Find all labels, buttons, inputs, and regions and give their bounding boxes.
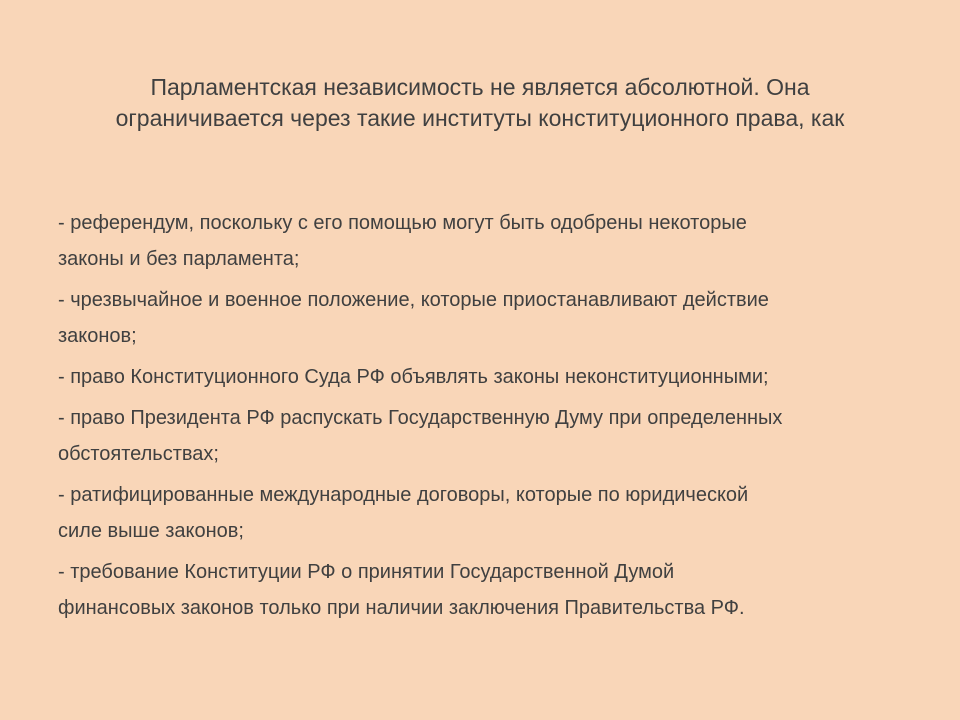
list-item-line: обстоятельствах; <box>58 443 219 465</box>
list-item <box>58 205 918 277</box>
list-item-line: - право Президента РФ распускать Государственную Думу при определенных <box>58 407 783 429</box>
list-item-line: - ратифицированные международные договоры, которые по юридической <box>58 484 749 506</box>
list-item-line: - референдум, поскольку с его помощью могут быть одобрены некоторые <box>58 212 747 234</box>
slide-title <box>60 72 900 134</box>
list-item-line: - право Конституционного Суда РФ объявлять законы неконституционными; <box>58 366 769 388</box>
slide-title-line: ограничивается через такие институты конституционного права, как <box>115 105 845 131</box>
list-item-line: законы и без парламента; <box>58 248 300 270</box>
list-item-line: - чрезвычайное и военное положение, которые приостанавливают действие <box>58 289 769 311</box>
list-item <box>58 554 918 626</box>
list-item-line: финансовых законов только при наличии заключения Правительства РФ. <box>58 597 745 619</box>
list-item <box>58 359 918 395</box>
list-item <box>58 282 918 354</box>
list-item-line: силе выше законов; <box>58 520 244 542</box>
list-item <box>58 400 918 472</box>
slide-title-line: Парламентская независимость не является абсолютной. Она <box>150 74 810 100</box>
list-item-line: законов; <box>58 325 137 347</box>
slide-body-list <box>58 205 918 631</box>
list-item-line: - требование Конституции РФ о принятии Государственной Думой <box>58 561 675 583</box>
list-item <box>58 477 918 549</box>
